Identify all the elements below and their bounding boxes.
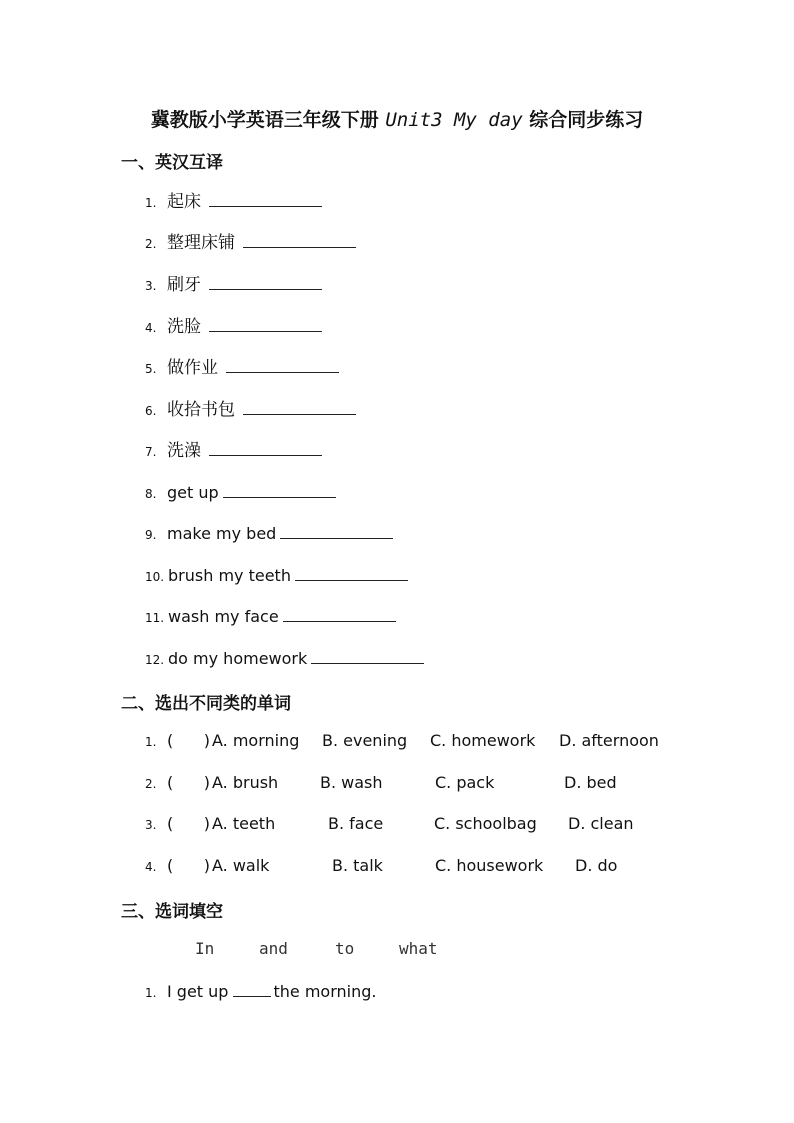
option-c: C. housework: [435, 856, 544, 875]
item-number: 12.: [145, 653, 165, 667]
answer-blank[interactable]: [280, 522, 393, 539]
item-number: 5.: [145, 362, 157, 376]
translation-item: [145, 647, 424, 669]
section-title-fill-blank: 三、选词填空: [121, 902, 223, 922]
choice-item: [145, 855, 618, 877]
item-text: 洗脸: [167, 317, 201, 337]
option-d: D. clean: [568, 814, 634, 833]
word-bank-item: to: [335, 939, 355, 958]
option-b: B. talk: [332, 856, 383, 875]
item-text: wash my face: [168, 607, 279, 626]
item-number: 7.: [145, 445, 157, 459]
item-number: 6.: [145, 404, 157, 418]
word-bank-item: what: [399, 939, 438, 958]
answer-blank[interactable]: [226, 356, 339, 373]
option-d: D. do: [575, 856, 618, 875]
item-text: 刷牙: [167, 275, 201, 295]
answer-blank[interactable]: [209, 273, 322, 290]
item-number: 2.: [145, 777, 157, 791]
item-text: do my homework: [168, 649, 308, 668]
option-b: B. evening: [322, 731, 408, 750]
choice-item: [145, 772, 617, 794]
answer-blank[interactable]: [295, 564, 408, 581]
option-c: C. pack: [435, 773, 495, 792]
sentence-end: the morning.: [273, 982, 377, 1001]
answer-blank[interactable]: [233, 980, 271, 997]
title-cn: 冀教版小学英语三年级下册: [150, 109, 379, 131]
option-b: B. face: [328, 814, 384, 833]
item-number: 3.: [145, 279, 157, 293]
item-text: 收拾书包: [167, 400, 235, 420]
answer-parentheses[interactable]: ( ): [167, 731, 210, 750]
translation-item: [145, 564, 408, 586]
item-text: get up: [167, 483, 219, 502]
section-title-odd-one-out: 二、选出不同类的单词: [121, 694, 291, 714]
item-number: 8.: [145, 487, 157, 501]
section-title-translation: 一、英汉互译: [121, 153, 223, 173]
option-a: A. walk: [212, 856, 270, 875]
item-number: 1.: [145, 196, 157, 210]
item-number: 11.: [145, 611, 165, 625]
translation-item: [145, 190, 322, 212]
page-title: [0, 105, 794, 132]
item-number: 2.: [145, 237, 157, 251]
answer-parentheses[interactable]: ( ): [167, 814, 210, 833]
title-en: Unit3 My day: [385, 109, 523, 131]
item-text: brush my teeth: [168, 566, 291, 585]
translation-item: [145, 481, 336, 503]
fill-item: [145, 980, 376, 1002]
option-d: D. bed: [564, 773, 617, 792]
item-number: 4.: [145, 860, 157, 874]
item-number: 1.: [145, 986, 157, 1000]
answer-blank[interactable]: [209, 439, 322, 456]
answer-blank[interactable]: [311, 647, 424, 664]
translation-item: [145, 231, 356, 253]
item-number: 4.: [145, 321, 157, 335]
answer-blank[interactable]: [243, 398, 356, 415]
item-text: 洗澡: [167, 441, 201, 461]
translation-item: [145, 398, 356, 420]
word-bank-item: and: [259, 939, 288, 958]
translation-item: [145, 605, 396, 627]
option-c: C. homework: [430, 731, 536, 750]
option-a: A. teeth: [212, 814, 276, 833]
title-suffix: 综合同步练习: [529, 109, 644, 131]
item-number: 9.: [145, 528, 157, 542]
translation-item: [145, 522, 393, 544]
answer-blank[interactable]: [209, 190, 322, 207]
item-text: 起床: [167, 192, 201, 212]
option-a: A. morning: [212, 731, 300, 750]
translation-item: [145, 315, 322, 337]
option-a: A. brush: [212, 773, 279, 792]
answer-parentheses[interactable]: ( ): [167, 856, 210, 875]
option-d: D. afternoon: [559, 731, 659, 750]
choice-item: [145, 813, 634, 835]
answer-blank[interactable]: [283, 605, 396, 622]
item-text: 整理床铺: [167, 233, 235, 253]
option-b: B. wash: [320, 773, 383, 792]
option-c: C. schoolbag: [434, 814, 537, 833]
translation-item: [145, 439, 322, 461]
item-number: 10.: [145, 570, 165, 584]
translation-item: [145, 273, 322, 295]
answer-blank[interactable]: [223, 481, 336, 498]
answer-parentheses[interactable]: ( ): [167, 773, 210, 792]
answer-blank[interactable]: [243, 231, 356, 248]
translation-item: [145, 356, 339, 378]
sentence-start: I get up: [167, 982, 229, 1001]
answer-blank[interactable]: [209, 315, 322, 332]
choice-item: [145, 730, 659, 752]
item-number: 3.: [145, 818, 157, 832]
item-text: 做作业: [167, 358, 218, 378]
item-text: make my bed: [167, 524, 277, 543]
word-bank-item: In: [195, 939, 215, 958]
item-number: 1.: [145, 735, 157, 749]
